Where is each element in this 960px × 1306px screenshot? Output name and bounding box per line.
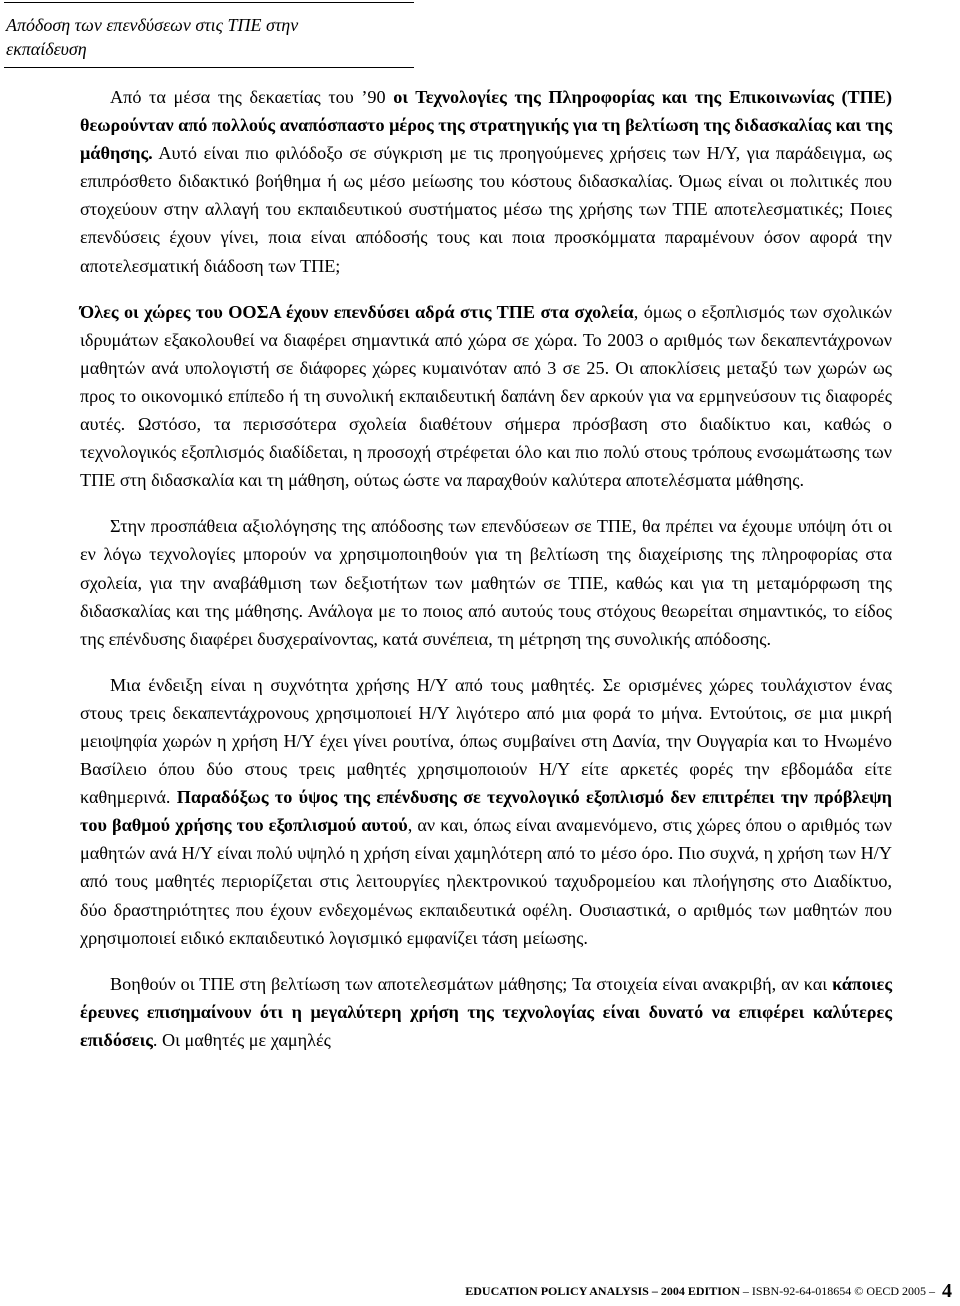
paragraph-1-text-b: Αυτό είναι πιο φιλόδοξο σε σύγκριση με τις προηγούμενες χρήσεις των Η/Υ, για παράδειγμα, ως επιπρόσθετο διδακτικό βοήθημα ή ως μέσο μείωσης του κόστους διδασκαλίας. Όμως είναι οι πολιτικές που στοχεύουν στην αλλαγή του εκπαιδευτικού συστήματος μέσω της χρήσης των ΤΠΕ αποτελεσματικές; Ποιες επενδύσεις έχουν γίνει, ποια είναι απόδοσής τους και ποια προσκόμματα παραμένουν όσον αφορά την αποτελεσματική διάδοση των ΤΠΕ; xyxy=(80,143,892,276)
paragraph-1-bold: οι Τεχνολογίες της Πληροφορίας και της Επικοινωνίας (ΤΠΕ) θεωρούνταν από πολλούς αναπόσπαστο μέρος της στρατηγικής για τη βελτίωση της διδασκαλίας και της μάθησης. xyxy=(80,87,892,164)
page-number: 4 xyxy=(942,1280,952,1302)
paragraph-4 xyxy=(80,671,892,952)
paragraph-5 xyxy=(80,970,892,1054)
paragraph-2 xyxy=(80,298,892,495)
paragraph-1 xyxy=(80,83,892,280)
paragraph-2-text: , όμως ο εξοπλισμός των σχολικών ιδρυμάτων εξακολουθεί να διαφέρει σημαντικά από χώρα σε χώρα. Το 2003 ο αριθμός των δεκαπεντάχρονων μαθητών ανά υπολογιστή σε διάφορες χώρες κυμαινόταν από 3 σε 25. Οι αποκλίσεις μεταξύ των χωρών ως προς το οικονομικό επίπεδο ή τη συνολική εκπαιδευτική δαπάνη δεν αρκούν για να ερμηνεύσουν τις διαφορές αυτές. Ωστόσο, τα περισσότερα σχολεία διαθέτουν σήμερα πρόσβαση στο διαδίκτυο και, καθώς ο τεχνολογικός εξοπλισμός διαδίδεται, η προσοχή στρέφεται όλο και πιο πολύ στους τρόπους ενσωμάτωσης των ΤΠΕ στη διδασκαλία και τη μάθηση, ούτως ώστε να παραχθούν καλύτερα αποτελέσματα μάθησης. xyxy=(80,301,892,491)
paragraph-5-text-b: . Οι μαθητές με χαμηλές xyxy=(152,1029,331,1050)
paragraph-3-text: Στην προσπάθεια αξιολόγησης της απόδοσης των επενδύσεων σε ΤΠΕ, θα πρέπει να έχουμε υπόψη ότι οι εν λόγω τεχνολογίες μπορούν να χρησιμοποιηθούν για τη βελτίωση της διαχείρισης της πληροφορίας στα σχολεία, για την αναβάθμιση των δεξιοτήτων των μαθητών σε ΤΠΕ, καθώς και για τη μεταμόρφωση της διδασκαλίας και της μάθησης. Ανάλογα με το ποιος από αυτούς τους στόχους θεωρείται σημαντικός, το είδος της επένδυσης διαφέρει δυσχεραίνοντας, κατά συνέπεια, τη μέτρηση της συνολικής απόδοσης. xyxy=(80,516,892,649)
document-body xyxy=(80,83,892,1054)
paragraph-1-text-a: Από τα μέσα της δεκαετίας του ’90 xyxy=(110,87,394,107)
paragraph-5-text-a: Βοηθούν οι ΤΠΕ στη βελτίωση των αποτελεσμάτων μάθησης; Τα στοιχεία είναι ανακριβή, αν και xyxy=(110,973,833,994)
page-footer xyxy=(465,1279,952,1303)
paragraph-2-bold: Όλες οι χώρες του ΟΟΣΑ έχουν επενδύσει αδρά στις ΤΠΕ στα σχολεία xyxy=(80,301,634,322)
paragraph-4-text-b: , αν και, όπως είναι αναμενόμενο, στις χώρες όπου ο αριθμός των μαθητών ανά Η/Υ είναι πολύ υψηλό η χρήση είναι χαμηλότερη από το μέσο όρο. Πιο συχνά, η χρήση των Η/Υ από τους μαθητές περιορίζεται στις λειτουργίες ηλεκτρονικού ταχυδρομείου και πλοήγησης στο Διαδίκτυο, δύο δραστηριότητες που έχουν ενδεχομένως εκπαιδευτικά οφέλη. Ουσιαστικά, ο αριθμός των μαθητών που χρησιμοποιεί ειδικό εκπαιδευτικό λογισμικό εμφανίζει τάση μείωσης. xyxy=(80,815,893,948)
paragraph-3 xyxy=(80,512,892,652)
running-header xyxy=(4,2,414,68)
paragraph-4-text-a: Μια ένδειξη είναι η συχνότητα χρήσης Η/Υ από τους μαθητές. Σε ορισμένες χώρες τουλάχιστον ένας στους τρεις δεκαπεντάχρονους χρησιμοποιεί Η/Υ λιγότερο από μια φορά το μήνα. Εντούτοις, σε μια μικρή μειοψηφία χωρών η χρήση Η/Υ έχει γίνει ρουτίνα, όπως συμβαίνει στη Δανία, την Ουγγαρία και το Ηνωμένο Βασίλειο όπου δύο στους τρεις μαθητές χρησιμοποιούν Η/Υ είτε αρκετές φορές την εβδομάδα είτε καθημερινά. xyxy=(80,674,892,808)
paragraph-5-bold: κάποιες έρευνες επισημαίνουν ότι η μεγαλύτερη χρήση της τεχνολογίας είναι δυνατό να επιφέρει καλύτερες επιδόσεις xyxy=(80,973,892,1050)
footer-isbn: – ISBN-92-64-018654 © OECD 2005 – xyxy=(739,1284,938,1298)
header-title-line-1: Απόδοση των επενδύσεων στις ΤΠΕ στην xyxy=(6,15,299,35)
header-title-line-2: εκπαίδευση xyxy=(6,39,87,59)
footer-publication: EDUCATION POLICY ANALYSIS – 2004 EDITION xyxy=(465,1284,740,1298)
paragraph-4-bold: Παραδόξως το ύψος της επένδυσης σε τεχνολογικό εξοπλισμό δεν επιτρέπει την πρόβλεψη του βαθμού χρήσης του εξοπλισμού αυτού xyxy=(80,787,892,836)
